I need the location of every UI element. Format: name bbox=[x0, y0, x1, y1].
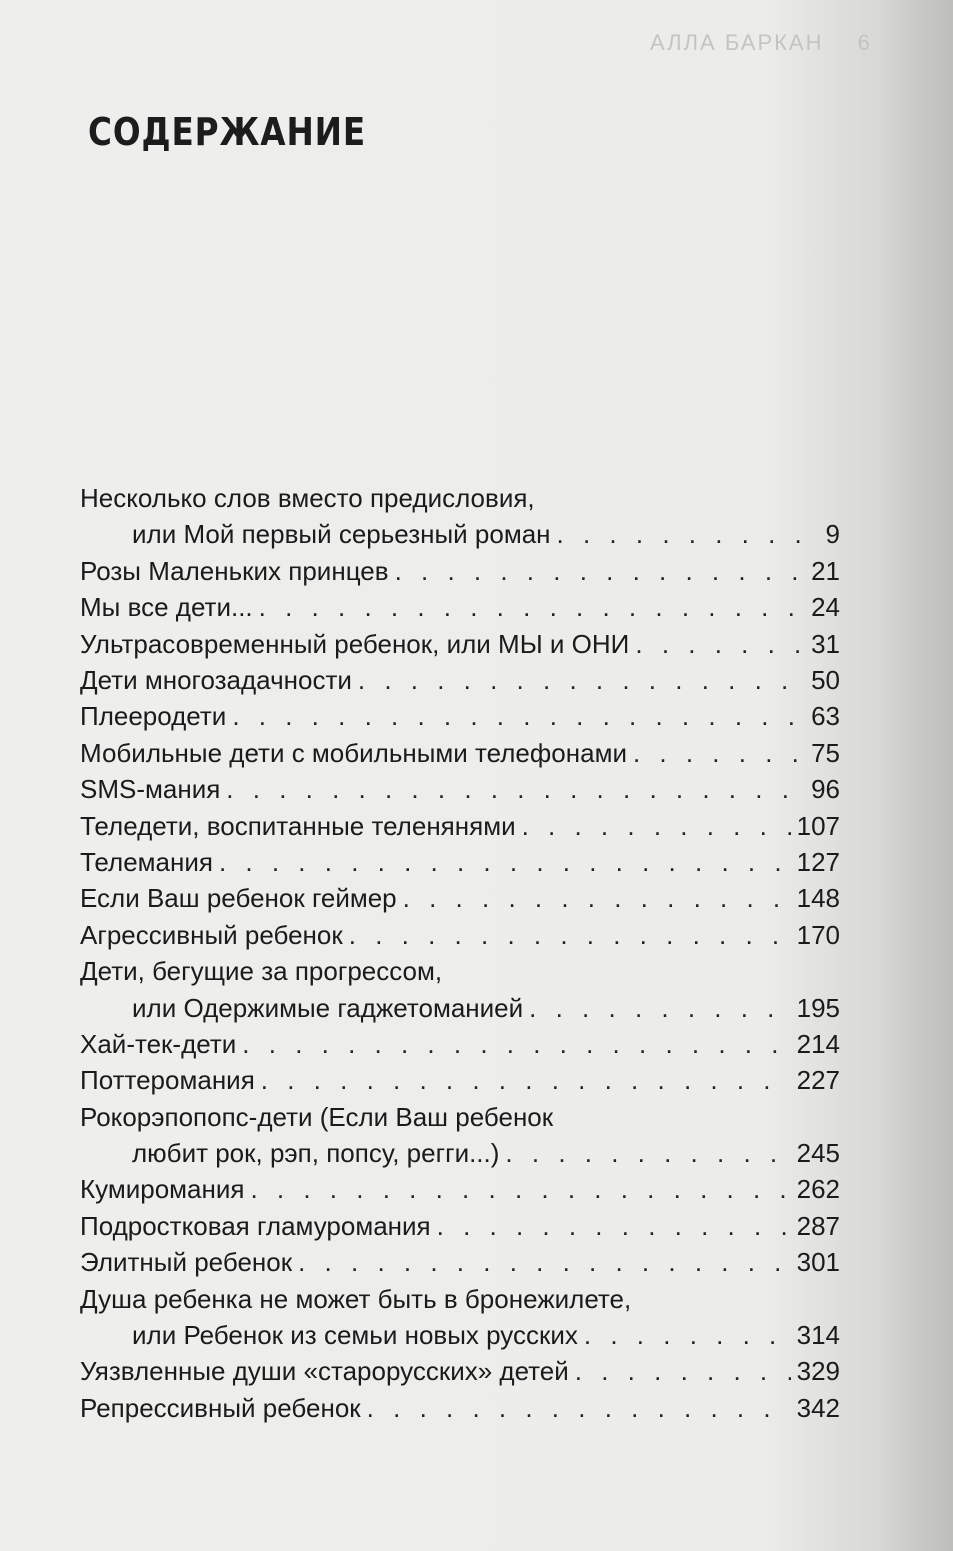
running-head bbox=[650, 30, 930, 56]
dot-leader bbox=[522, 808, 791, 844]
toc-entry-title: Подростковая гламуромания bbox=[80, 1210, 431, 1241]
toc-page-number: 214 bbox=[796, 1028, 840, 1059]
dot-leader bbox=[298, 1244, 791, 1280]
dot-leader bbox=[403, 880, 791, 916]
toc-entry-title: Мы все дети... bbox=[80, 592, 253, 623]
dot-leader bbox=[395, 553, 806, 589]
contents-heading: СОДЕРЖАНИЕ bbox=[88, 110, 367, 154]
toc-entry bbox=[80, 1208, 840, 1244]
toc-page-number: 50 bbox=[811, 664, 840, 695]
toc-entry bbox=[80, 1281, 840, 1354]
dot-leader bbox=[367, 1390, 791, 1426]
dot-leader bbox=[575, 1353, 791, 1389]
toc-page-number: 63 bbox=[811, 701, 840, 732]
toc-entry bbox=[80, 880, 840, 916]
dot-leader bbox=[633, 735, 805, 771]
toc-page-number: 24 bbox=[811, 592, 840, 623]
toc-entry-title: Розы Маленьких принцев bbox=[80, 555, 389, 586]
dot-leader bbox=[529, 990, 790, 1026]
toc-entry-title: Дети, бегущие за прогрессом, bbox=[80, 956, 443, 987]
toc-entry-title-continued: или Мой первый серьезный роман bbox=[132, 519, 551, 550]
dot-leader bbox=[242, 1026, 790, 1062]
toc-entry bbox=[80, 1244, 840, 1280]
toc-entry bbox=[80, 662, 840, 698]
toc-page-number: 9 bbox=[825, 519, 840, 550]
toc-entry-title-continued: или Одержимые гаджетоманией bbox=[132, 992, 524, 1023]
toc-page-number: 329 bbox=[796, 1356, 840, 1387]
toc-entry bbox=[80, 1099, 840, 1172]
toc-entry bbox=[80, 1171, 840, 1207]
toc-page-number: 21 bbox=[811, 555, 840, 586]
toc-entry-title: Элитный ребенок bbox=[80, 1247, 293, 1278]
dot-leader bbox=[635, 626, 805, 662]
toc-entry bbox=[80, 917, 840, 953]
toc-entry bbox=[80, 480, 840, 553]
toc-entry-title: Репрессивный ребенок bbox=[80, 1392, 361, 1423]
toc-entry-title: Несколько слов вместо предисловия, bbox=[80, 483, 535, 513]
author-name: АЛЛА БАРКАН bbox=[650, 30, 824, 55]
dot-leader bbox=[584, 1317, 791, 1353]
dot-leader bbox=[259, 589, 805, 625]
dot-leader bbox=[232, 698, 805, 734]
toc-page-number: 195 bbox=[796, 992, 840, 1023]
toc-page-number: 107 bbox=[796, 810, 840, 841]
dot-leader bbox=[226, 771, 805, 807]
toc-entry-title: Агрессивный ребенок bbox=[80, 919, 343, 950]
page-number: 6 bbox=[857, 30, 872, 55]
dot-leader bbox=[437, 1208, 791, 1244]
dot-leader bbox=[349, 917, 791, 953]
toc-entry-title: SMS-мания bbox=[80, 774, 221, 805]
toc-entry-title: Хай-тек-дети bbox=[80, 1028, 237, 1059]
toc-page-number: 342 bbox=[796, 1392, 840, 1423]
table-of-contents bbox=[80, 480, 840, 1426]
toc-entry-title: Дети многозадачности bbox=[80, 664, 352, 695]
toc-entry bbox=[80, 844, 840, 880]
toc-entry bbox=[80, 953, 840, 1026]
toc-entry-title: Ультрасовременный ребенок, или МЫ и ОНИ bbox=[80, 628, 630, 659]
toc-entry-title: Рокорэпопопс-дети (Если Ваш ребенок bbox=[80, 1101, 554, 1132]
toc-entry bbox=[80, 589, 840, 625]
dot-leader bbox=[505, 1135, 790, 1171]
toc-entry bbox=[80, 771, 840, 807]
toc-page-number: 75 bbox=[811, 737, 840, 768]
toc-page-number: 31 bbox=[811, 628, 840, 659]
toc-entry-title: Теледети, воспитанные теленянями bbox=[80, 810, 516, 841]
toc-entry-title: Мобильные дети с мобильными телефонами bbox=[80, 737, 627, 768]
toc-page-number: 96 bbox=[811, 774, 840, 805]
toc-page-number: 301 bbox=[796, 1247, 840, 1278]
toc-page-number: 227 bbox=[796, 1065, 840, 1096]
dot-leader bbox=[219, 844, 791, 880]
toc-entry bbox=[80, 1026, 840, 1062]
toc-entry-title: Поттеромания bbox=[80, 1065, 255, 1096]
toc-page-number: 148 bbox=[796, 883, 840, 914]
toc-entry-title: Если Ваш ребенок геймер bbox=[80, 883, 397, 914]
toc-entry-title: Уязвленные души «старорусских» детей bbox=[80, 1356, 569, 1387]
toc-entry bbox=[80, 553, 840, 589]
toc-page-number: 287 bbox=[796, 1210, 840, 1241]
toc-entry-title: Плееродети bbox=[80, 701, 227, 732]
dot-leader bbox=[557, 516, 820, 552]
toc-entry bbox=[80, 698, 840, 734]
dot-leader bbox=[250, 1171, 790, 1207]
dot-leader bbox=[358, 662, 805, 698]
toc-page-number: 127 bbox=[796, 846, 840, 877]
toc-entry-title: Кумиромания bbox=[80, 1174, 245, 1205]
toc-entry-title-continued: или Ребенок из семьи новых русских bbox=[132, 1320, 578, 1351]
toc-entry-title-continued: любит рок, рэп, попсу, регги...) bbox=[132, 1138, 500, 1169]
toc-page-number: 170 bbox=[796, 919, 840, 950]
toc-entry bbox=[80, 1390, 840, 1426]
toc-entry bbox=[80, 735, 840, 771]
toc-entry-title: Душа ребенка не может быть в бронежилете, bbox=[80, 1283, 632, 1314]
dot-leader bbox=[261, 1062, 791, 1098]
toc-page-number: 314 bbox=[796, 1320, 840, 1351]
toc-page-number: 262 bbox=[796, 1174, 840, 1205]
toc-entry bbox=[80, 1353, 840, 1389]
toc-entry bbox=[80, 626, 840, 662]
toc-page-number: 245 bbox=[796, 1138, 840, 1169]
toc-entry bbox=[80, 808, 840, 844]
toc-entry-title: Телемания bbox=[80, 846, 213, 877]
toc-entry bbox=[80, 1062, 840, 1098]
